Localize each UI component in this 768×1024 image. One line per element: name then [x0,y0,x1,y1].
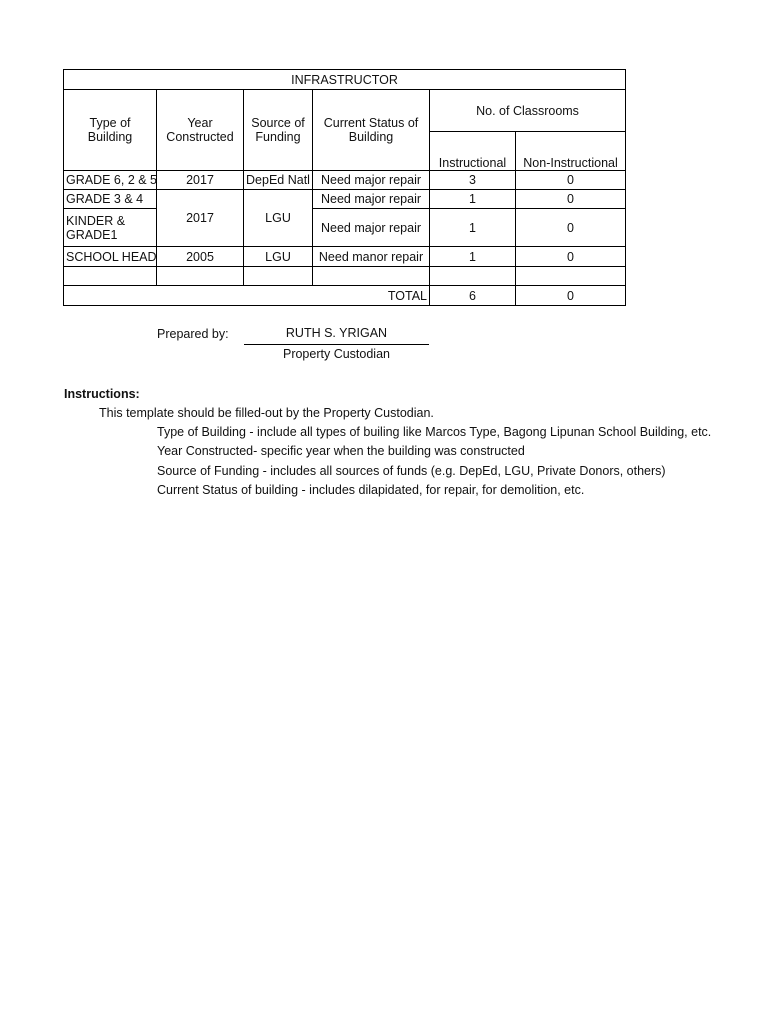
cell-year: 2017 [157,171,244,190]
header-type-of-building: Type of Building [64,90,157,171]
table-row [64,190,626,209]
cell-non-instructional: 0 [516,209,626,247]
table-title: INFRASTRUCTOR [64,70,626,90]
table-row [64,171,626,190]
cell-year-merged: 2017 [157,190,244,247]
empty-cell [430,267,516,286]
cell-source-merged: LGU [244,190,313,247]
header-current-status: Current Status of Building [313,90,430,171]
cell-type: GRADE 6, 2 & 5 [64,171,157,190]
cell-instructional: 1 [430,190,516,209]
signature-line [244,344,429,345]
cell-source: LGU [244,247,313,267]
cell-instructional: 3 [430,171,516,190]
cell-status: Need manor repair [313,247,430,267]
cell-non-instructional: 0 [516,171,626,190]
preparer-name: RUTH S. YRIGAN [285,326,388,340]
instruction-item: Type of Building - include all types of builing like Marcos Type, Bagong Lipunan School Building, etc. [157,425,712,439]
cell-type: GRADE 3 & 4 [64,190,157,209]
total-non-instructional: 0 [516,286,626,306]
instruction-item: Year Constructed- specific year when the building was constructed [157,444,525,458]
header-year-constructed: Year Constructed [157,90,244,171]
header-source-of-funding: Source of Funding [244,90,313,171]
instructions-intro: This template should be filled-out by the Property Custodian. [99,406,434,420]
header-non-instructional: Non-Instructional [516,132,626,171]
cell-instructional: 1 [430,247,516,267]
cell-instructional: 1 [430,209,516,247]
preparer-title: Property Custodian [282,347,390,361]
cell-type: KINDER & GRADE1 [64,209,157,247]
header-no-of-classrooms: No. of Classrooms [430,90,626,132]
empty-cell [516,267,626,286]
empty-cell [244,267,313,286]
header-instructional: Instructional [430,132,516,171]
empty-cell [313,267,430,286]
empty-cell [64,267,157,286]
cell-non-instructional: 0 [516,190,626,209]
empty-row [64,267,626,286]
infrastructure-table [63,69,626,306]
table-row [64,209,626,247]
instruction-item: Source of Funding - includes all sources of funds (e.g. DepEd, LGU, Private Donors, others) [157,464,666,478]
cell-year: 2005 [157,247,244,267]
prepared-by-label: Prepared by: [157,327,229,341]
table-row [64,247,626,267]
empty-cell [157,267,244,286]
instructions-heading: Instructions: [64,387,140,401]
total-row [64,286,626,306]
instruction-item: Current Status of building - includes dilapidated, for repair, for demolition, etc. [157,483,585,497]
cell-type: SCHOOL HEAD [64,247,157,267]
cell-status: Need major repair [313,209,430,247]
cell-non-instructional: 0 [516,247,626,267]
cell-status: Need major repair [313,171,430,190]
total-instructional: 6 [430,286,516,306]
cell-source: DepEd Natl [244,171,313,190]
cell-status: Need major repair [313,190,430,209]
total-label: TOTAL [64,286,430,306]
